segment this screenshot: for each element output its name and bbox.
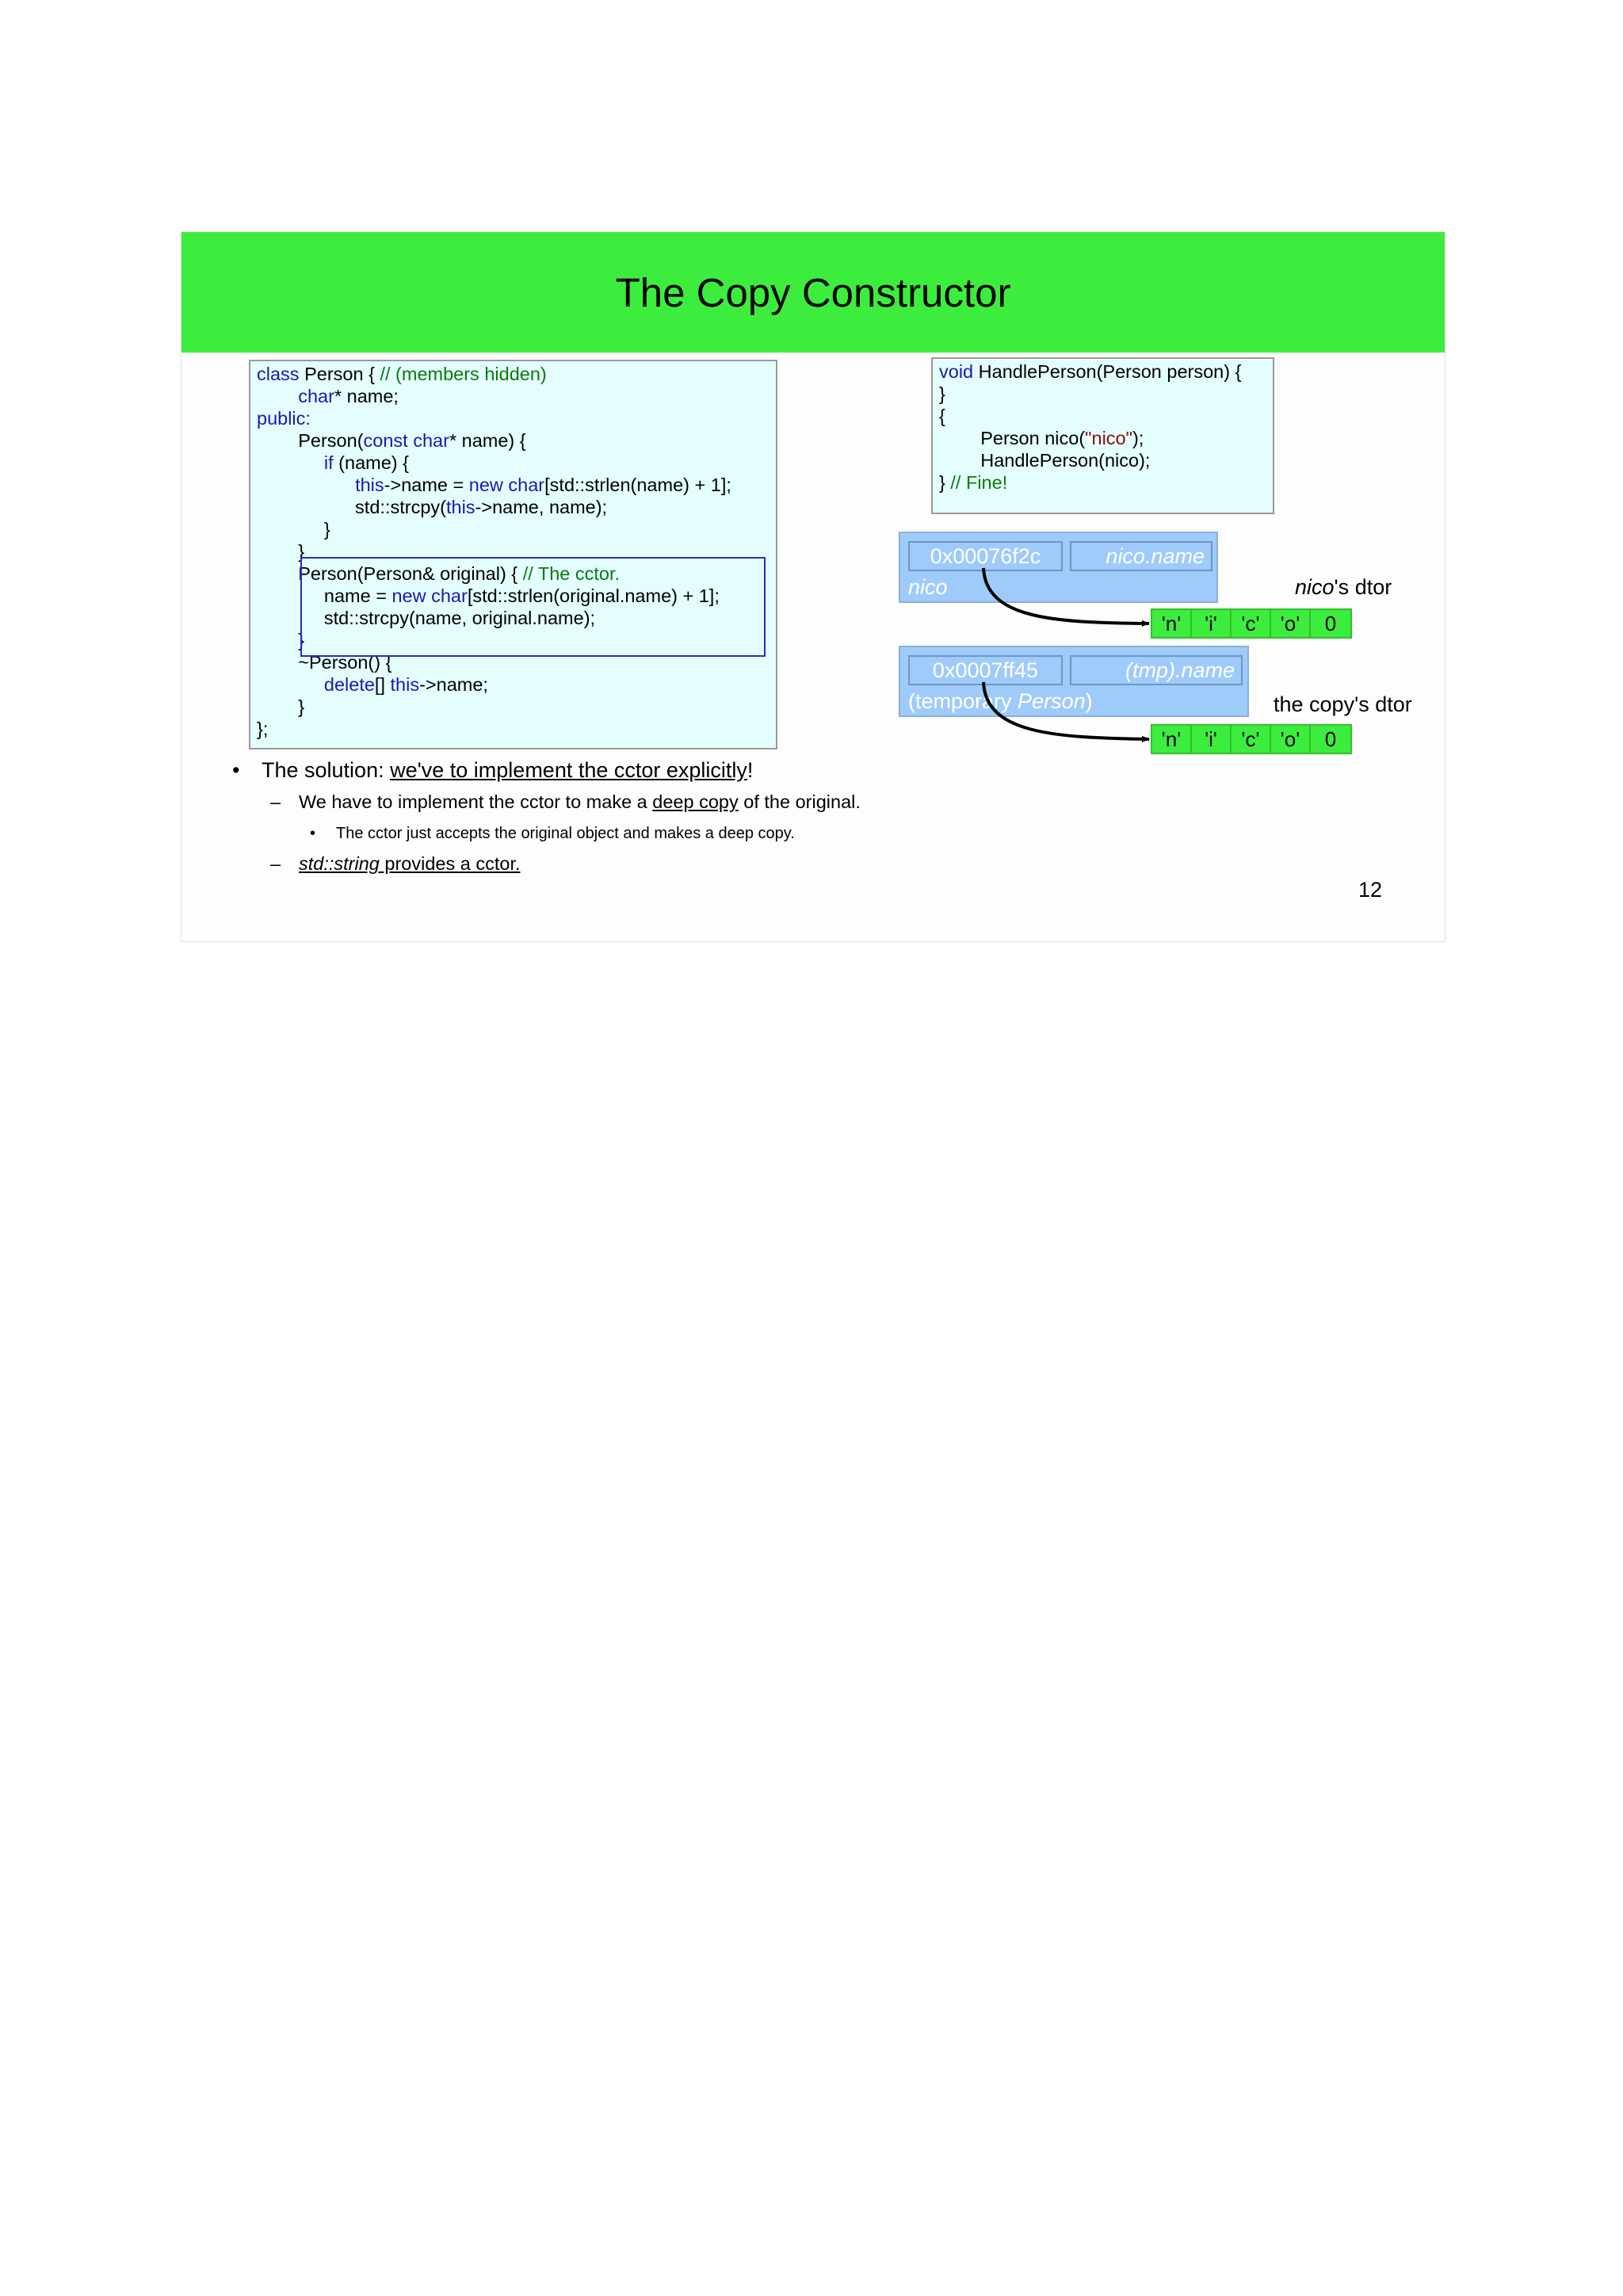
char-cell: 'i' <box>1192 726 1232 753</box>
char-cell: 'n' <box>1152 726 1192 753</box>
bullet-std-string[interactable]: std::string provides a cctor. <box>299 853 521 874</box>
code-line: class Person { // (members hidden) <box>257 364 547 384</box>
bullet-solution: The solution: we've to implement the cctor explicitly! <box>262 758 754 782</box>
char-cell: 'o' <box>1271 726 1311 753</box>
pointer-arrow-copy <box>983 682 1149 739</box>
object-label: nico <box>908 575 948 599</box>
address-cell: 0x0007ff45 <box>908 655 1063 685</box>
code-line: } <box>257 630 305 650</box>
code-line: ~Person() { <box>257 652 392 673</box>
char-cell: 0 <box>1324 612 1337 635</box>
code-line: } <box>939 383 945 404</box>
pointer-field-cell: nico.name <box>1070 541 1212 571</box>
char-cell: 'c' <box>1232 610 1271 637</box>
code-line: std::strcpy(name, original.name); <box>257 608 596 628</box>
pointer-field-cell: (tmp).name <box>1070 655 1243 685</box>
pointer-arrow-nico <box>983 568 1149 624</box>
code-line: { <box>939 406 945 426</box>
slide-title: The Copy Constructor <box>615 269 1011 315</box>
code-line: std::strcpy(this->name, name); <box>257 497 608 517</box>
code-line: HandlePerson(nico); <box>939 450 1151 471</box>
code-line: char* name; <box>298 386 399 406</box>
code-line: this->name = new char[std::strlen(name) + 1]; <box>355 475 731 495</box>
code-line: Person nico("nico"); <box>939 428 1144 448</box>
char-cell: 'n' <box>1152 610 1192 637</box>
bullet-cctor-accepts: The cctor just accepts the original object and makes a deep copy. <box>336 825 795 842</box>
code-line: Person(Person& original) { // The cctor. <box>257 563 621 584</box>
code-line: if (name) { <box>323 452 409 473</box>
solution-link[interactable]: we've to implement the cctor explicitly <box>390 758 747 782</box>
code-line: void HandlePerson(Person person) { <box>939 361 1242 382</box>
bullet-dot-1: • <box>232 758 240 782</box>
bullet-dot-2: • <box>310 825 316 842</box>
code-line: } <box>257 696 305 717</box>
code-line: public: <box>257 408 311 429</box>
code-line: } <box>257 541 305 562</box>
code-line: Person(const char* name) { <box>257 430 526 451</box>
dtor-label-nico: nico's dtor <box>1295 575 1392 599</box>
code-line: } // Fine! <box>939 472 1008 493</box>
deep-copy-link[interactable]: deep copy <box>652 791 739 812</box>
code-line: name = new char[std::strlen(original.name) + 1]; <box>257 585 720 606</box>
code-line: delete[] this->name; <box>323 674 488 695</box>
bullet-dash-1: – <box>270 791 281 812</box>
char-cell: 'o' <box>1271 610 1311 637</box>
char-cell: 'i' <box>1192 610 1232 637</box>
address-cell: 0x00076f2c <box>908 541 1063 571</box>
object-label: (temporary Person) <box>908 689 1093 713</box>
code-line: }; <box>257 719 269 739</box>
char-cell: 'c' <box>1232 726 1271 753</box>
char-cell: 0 <box>1324 727 1337 751</box>
bullet-deep-copy: We have to implement the cctor to make a deep copy of the original. <box>299 791 861 812</box>
dtor-label-copy: the copy's dtor <box>1274 692 1412 716</box>
code-line: } <box>257 519 330 540</box>
slide <box>181 231 1445 942</box>
bullet-dash-2: – <box>270 853 281 874</box>
page-number: 12 <box>1358 878 1383 902</box>
